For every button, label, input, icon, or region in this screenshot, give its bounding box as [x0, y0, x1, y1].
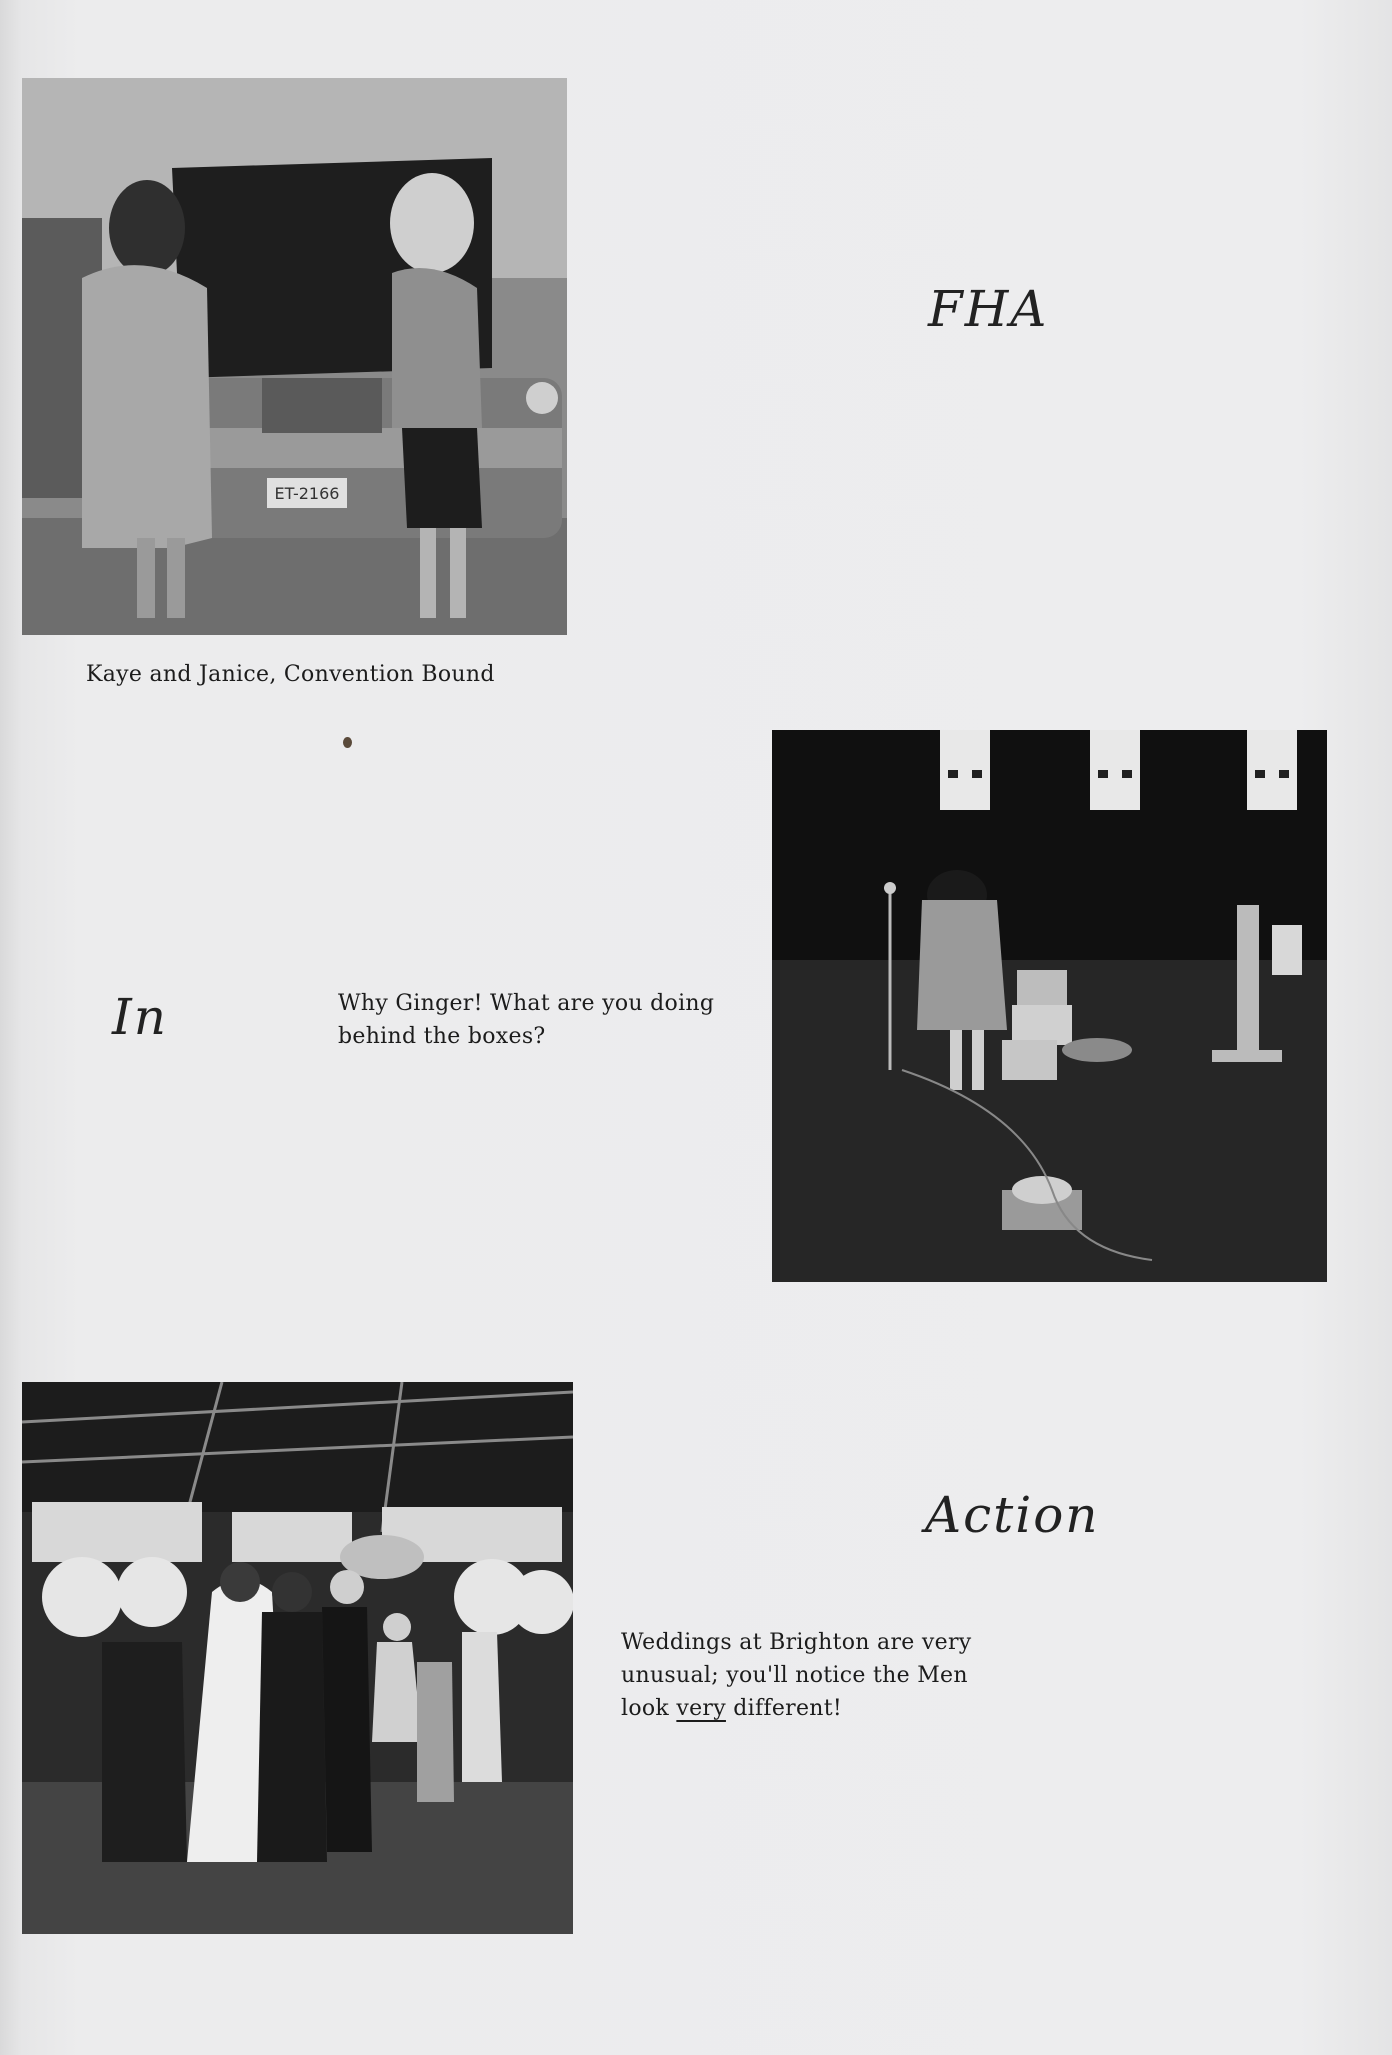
caption-photo3-line3 — [621, 1692, 971, 1725]
caption-photo3-line2: unusual; you'll notice the Men — [621, 1663, 968, 1688]
caption-photo2-line1: Why Ginger! What are you doing — [338, 991, 715, 1016]
caption-photo3-emphasis: very — [676, 1696, 726, 1721]
license-plate: ET-2166 — [274, 484, 340, 503]
photo-wedding — [22, 1382, 573, 1934]
page-speck — [343, 737, 352, 748]
caption-photo3-line1: Weddings at Brighton are very — [621, 1630, 972, 1655]
heading-fha: FHA — [928, 280, 1049, 338]
heading-action: Action — [925, 1486, 1100, 1544]
caption-photo2 — [338, 987, 714, 1053]
caption-photo2-line2: behind the boxes? — [338, 1024, 546, 1049]
caption-photo3-line3-post: different! — [725, 1696, 843, 1721]
caption-photo3 — [621, 1626, 971, 1725]
photo-ginger-boxes — [772, 730, 1327, 1282]
heading-in: In — [112, 988, 168, 1046]
photo-kaye-janice — [22, 78, 567, 635]
caption-photo1: Kaye and Janice, Convention Bound — [86, 662, 495, 687]
caption-photo3-line3-pre: look — [621, 1696, 677, 1721]
